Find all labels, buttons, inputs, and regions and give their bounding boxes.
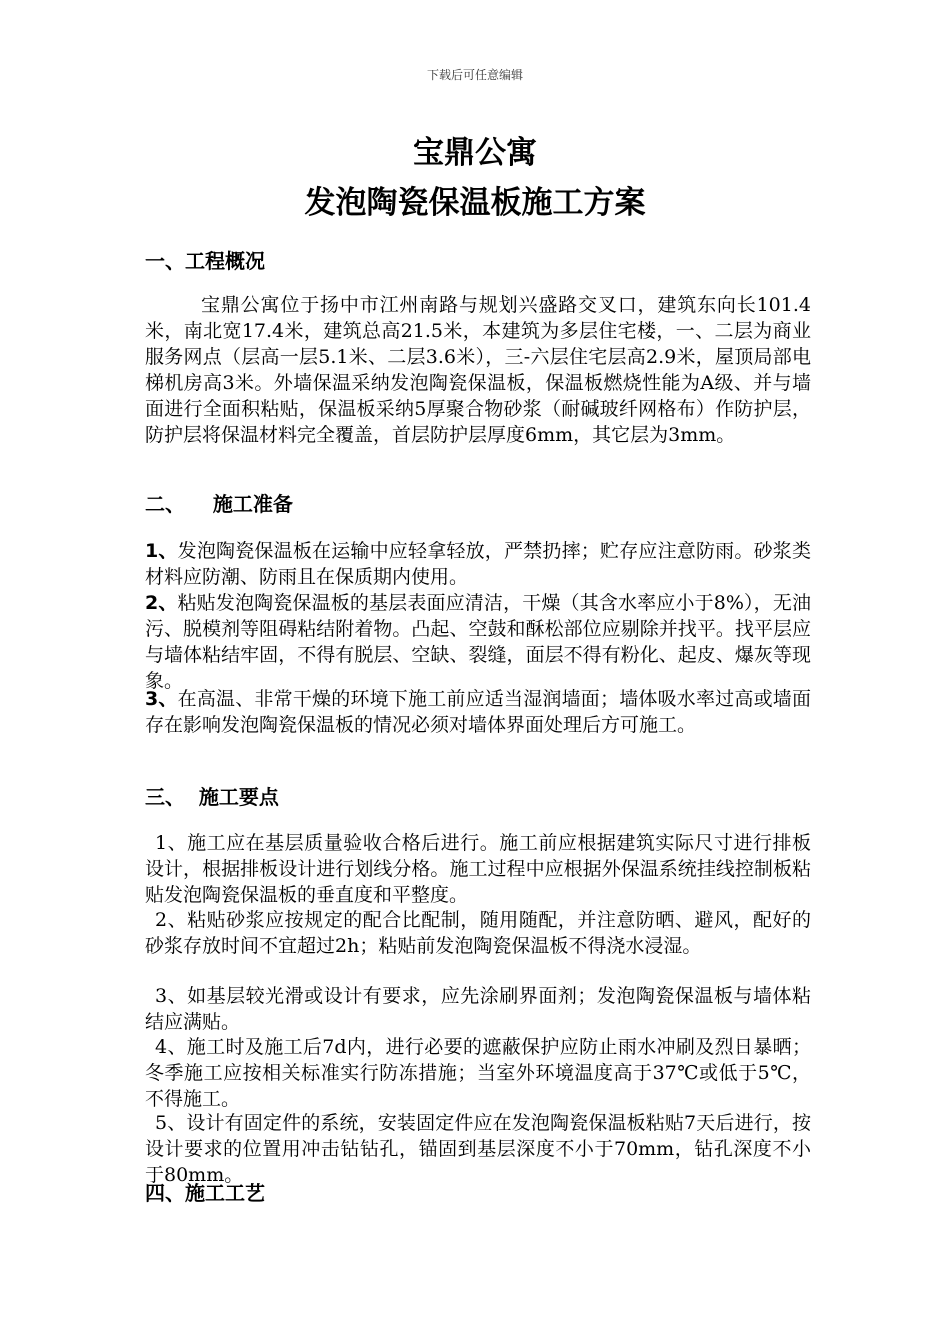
section3-item-4: 4、施工时及施工后7d内，进行必要的遮蔽保护应防止雨水冲刷及烈日暴晒；冬季施工应按相关标准实行防冻措施；当室外环境温度高于37℃或低于5℃，不得施工。 <box>145 1036 811 1110</box>
section2-heading: 二、 施工准备 <box>145 492 293 516</box>
section3-heading: 三、 施工要点 <box>145 785 279 809</box>
section2-item-1 <box>145 538 811 590</box>
item-text: 在高温、非常干燥的环境下施工前应适当湿润墙面；墙体吸水率过高或墙面存在影响发泡陶瓷保温板的情况必须对墙体界面处理后方可施工。 <box>145 688 811 736</box>
section3-item-5: 5、设计有固定件的系统，安装固定件应在发泡陶瓷保温板粘贴7天后进行，按设计要求的位置用冲击钻钻孔，锚固到基层深度不小于70mm，钻孔深度不小于80mm。 <box>145 1112 811 1186</box>
section2-item-2 <box>145 590 811 694</box>
document-title-line2: 发泡陶瓷保温板施工方案 <box>304 185 646 221</box>
item-number: 1、 <box>145 540 178 562</box>
section2-item-3 <box>145 686 811 738</box>
item-text: 粘贴发泡陶瓷保温板的基层表面应清洁，干燥（其含水率应小于8%），无油污、脱模剂等阻碍粘结附着物。凸起、空鼓和酥松部位应剔除并找平。找平层应与墙体粘结牢固，不得有脱层、空缺、裂缝，面层不得有粉化、起皮、爆灰等现象。 <box>145 592 811 692</box>
item-text: 发泡陶瓷保温板在运输中应轻拿轻放，严禁扔摔；贮存应注意防雨。砂浆类材料应防潮、防雨且在保质期内使用。 <box>145 540 811 588</box>
section3-item-1: 1、施工应在基层质量验收合格后进行。施工前应根据建筑实际尺寸进行排板设计，根据排板设计进行划线分格。施工过程中应根据外保温系统挂线控制板粘贴发泡陶瓷保温板的垂直度和平整度。 <box>145 832 811 906</box>
item-number: 2、 <box>145 592 178 614</box>
item-number: 3、 <box>145 688 178 710</box>
section1-heading: 一、工程概况 <box>145 249 265 273</box>
section3-item-2: 2、粘贴砂浆应按规定的配合比配制，随用随配，并注意防晒、避风，配好的砂浆存放时间不宜超过2h；粘贴前发泡陶瓷保温板不得浇水浸湿。 <box>145 909 811 957</box>
section3-item-3: 3、如基层较光滑或设计有要求，应先涂刷界面剂；发泡陶瓷保温板与墙体粘结应满贴。 <box>145 985 811 1033</box>
header-note: 下载后可任意编辑 <box>426 68 523 82</box>
document-title-line1: 宝鼎公寓 <box>413 135 537 171</box>
section1-body: 宝鼎公寓位于扬中市江州南路与规划兴盛路交叉口，建筑东向长101.4米，南北宽17.4米，建筑总高21.5米，本建筑为多层住宅楼，一、二层为商业服务网点（层高一层5.1米、二层3.6米），三-六层住宅层高2.9米，屋顶局部电梯机房高3米。外墙保温采纳发泡陶瓷保温板，保温板燃烧性能为A级、并与墙面进行全面积粘贴，保温板采纳5厚聚合物砂浆（耐碱玻纤网格布）作防护层，防护层将保温材料完全覆盖，首层防护层厚度6mm，其它层为3mm。 <box>145 294 811 446</box>
section4-heading: 四、施工工艺 <box>145 1181 265 1205</box>
